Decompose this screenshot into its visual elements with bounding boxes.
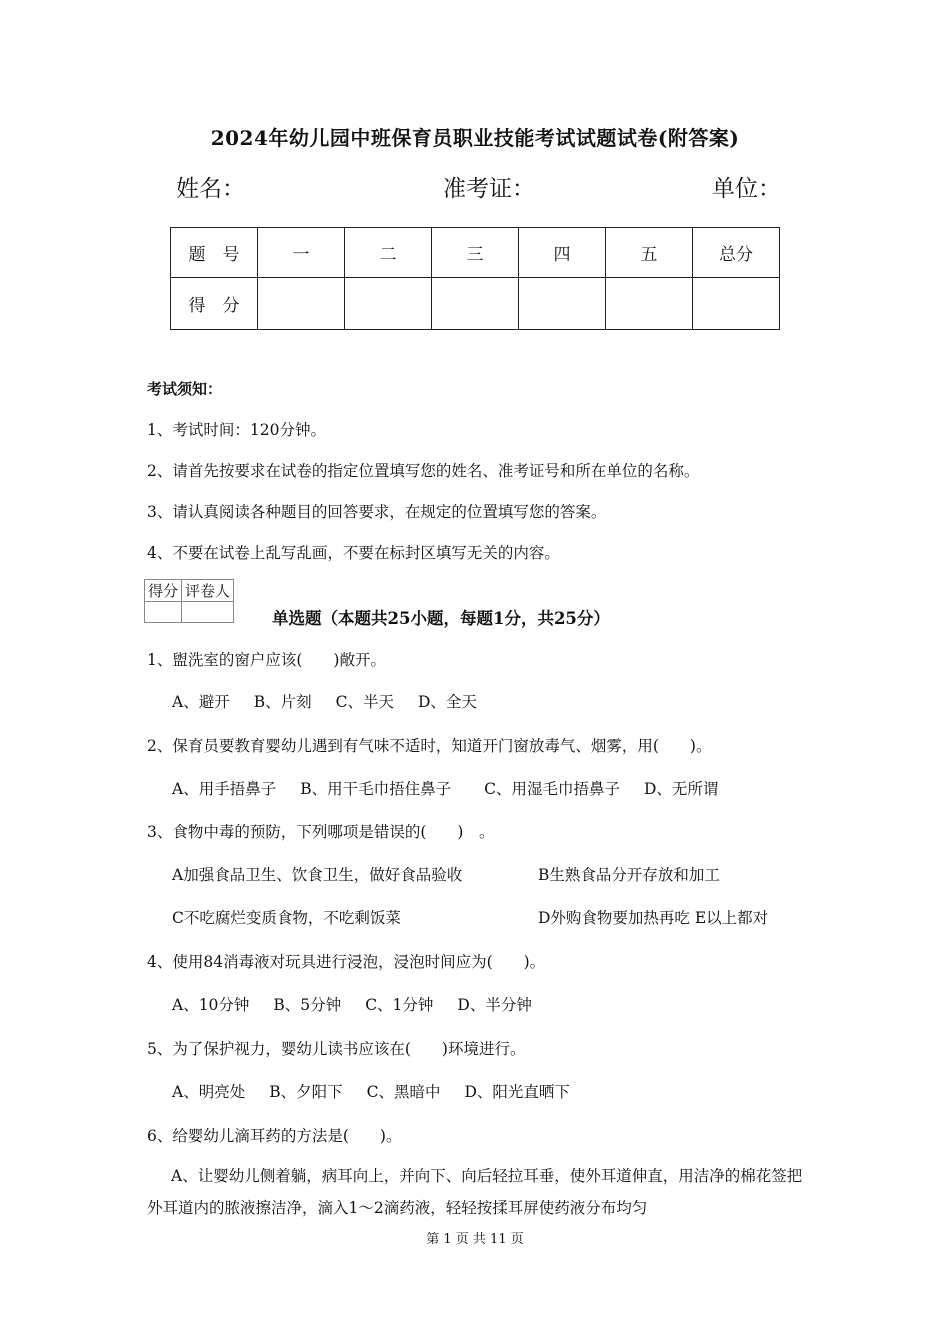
option: A、用手捂鼻子: [172, 780, 277, 798]
question-stem: 1、盥洗室的窗户应该( )敞开。: [147, 651, 386, 669]
option: C、半天: [335, 693, 394, 711]
score-table-header: 题 号: [171, 228, 258, 278]
score-table-header: 二: [345, 228, 432, 278]
section-title: 单选题（本题共25小题，每题1分，共25分）: [272, 609, 610, 628]
score-cell[interactable]: [432, 278, 519, 330]
option: A、10分钟: [172, 996, 250, 1014]
unit-label: 单位：: [712, 176, 781, 202]
notice-title: 考试须知：: [147, 380, 223, 398]
notice-item: 3、请认真阅读各种题目的回答要求，在规定的位置填写您的答案。: [147, 503, 607, 521]
question-options: [172, 777, 742, 799]
option: D、半分钟: [457, 996, 532, 1014]
option: D外购食物要加热再吃 E以上都对: [538, 909, 769, 927]
score-cell[interactable]: [606, 278, 693, 330]
question-options: [172, 993, 556, 1015]
option: D、全天: [417, 693, 477, 711]
grader-name-cell[interactable]: [182, 602, 234, 623]
option: C、黑暗中: [366, 1083, 441, 1101]
score-cell[interactable]: [258, 278, 345, 330]
option: C不吃腐烂变质食物，不吃剩饭菜: [172, 909, 401, 927]
notice-item: 2、请首先按要求在试卷的指定位置填写您的姓名、准考证号和所在单位的名称。: [147, 462, 700, 480]
page-title: 2024年幼儿园中班保育员职业技能考试试题试卷(附答案): [210, 126, 740, 150]
option: B、用干毛巾捂住鼻子: [300, 780, 452, 798]
question-stem: 3、食物中毒的预防，下列哪项是错误的( ) 。: [147, 823, 495, 841]
page-footer: 第 1 页 共 11 页: [426, 1232, 524, 1247]
name-label: 姓名：: [176, 176, 245, 202]
score-table-header: 一: [258, 228, 345, 278]
option: B、片刻: [253, 693, 312, 711]
score-table-header: 五: [606, 228, 693, 278]
question-options: [172, 690, 501, 712]
option: D、阳光直晒下: [464, 1083, 570, 1101]
grader-score-cell[interactable]: [145, 602, 182, 623]
grader-score-label: 得分: [145, 580, 182, 602]
notice-item: 4、不要在试卷上乱写乱画，不要在标封区填写无关的内容。: [147, 544, 560, 562]
option: A、避开: [172, 693, 230, 711]
exam-id-label: 准考证：: [443, 176, 535, 202]
option: A、让婴幼儿侧着躺，病耳向上，并向下、向后轻拉耳垂，使外耳道伸直，用洁净的棉花签把外耳道内的脓液擦洁净，滴入1～2滴药液，轻轻按揉耳屏使药液分布均匀: [147, 1167, 803, 1217]
question-stem: 2、保育员要教育婴幼儿遇到有气味不适时，知道开门窗放毒气、烟雾，用( )。: [147, 737, 712, 755]
question-options: [172, 1080, 594, 1102]
option: B、夕阳下: [269, 1083, 343, 1101]
score-cell[interactable]: [519, 278, 606, 330]
score-table-header: 总分: [693, 228, 780, 278]
option: B生熟食品分开存放和加工: [538, 866, 720, 884]
option: C、用湿毛巾捂鼻子: [484, 780, 620, 798]
score-cell[interactable]: [345, 278, 432, 330]
option: A加强食品卫生、饮食卫生，做好食品验收: [172, 866, 463, 884]
notice-item: 1、考试时间：120分钟。: [147, 421, 326, 439]
grader-name-label: 评卷人: [182, 580, 234, 602]
option: A、明亮处: [172, 1083, 246, 1101]
option: B、5分钟: [273, 996, 342, 1014]
question-stem: 6、给婴幼儿滴耳药的方法是( )。: [147, 1127, 402, 1145]
grader-box: [144, 579, 234, 623]
question-stem: 4、使用84消毒液对玩具进行浸泡，浸泡时间应为( )。: [147, 953, 546, 971]
option: C、1分钟: [365, 996, 434, 1014]
score-table-header: 四: [519, 228, 606, 278]
score-row-label: 得 分: [171, 278, 258, 330]
score-cell[interactable]: [693, 278, 780, 330]
score-table-header: 三: [432, 228, 519, 278]
question-stem: 5、为了保护视力，婴幼儿读书应该在( )环境进行。: [147, 1040, 526, 1058]
score-table: [170, 227, 780, 330]
option: D、无所谓: [643, 780, 719, 798]
